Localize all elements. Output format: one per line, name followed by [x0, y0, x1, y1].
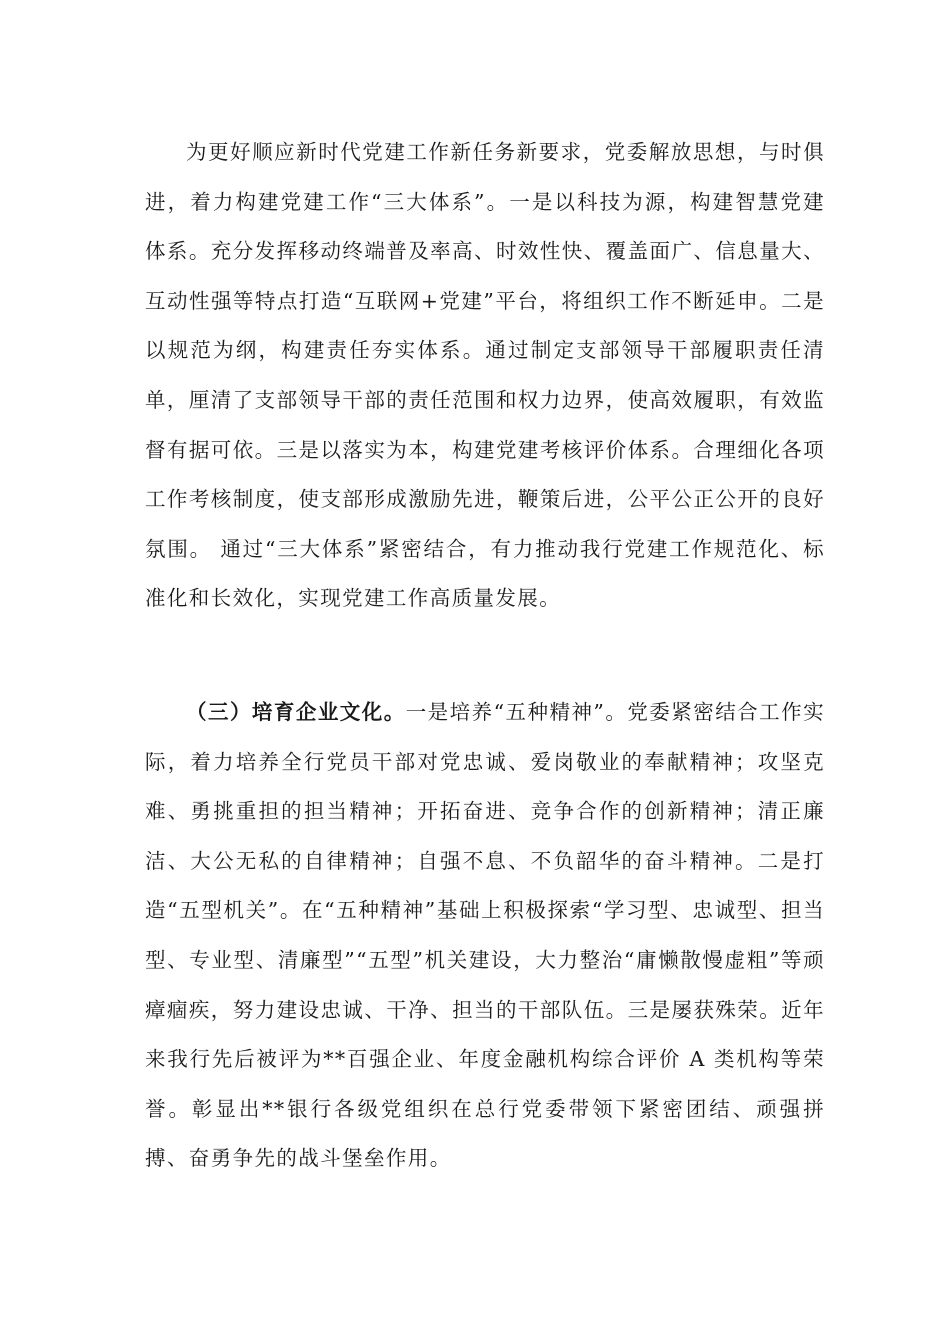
- paragraph-party-building-systems: [145, 128, 825, 624]
- paragraph-text: 一是培养“五种精神”。党委紧密结合工作实际，着力培养全行党员干部对党忠诚、爱岗敬业的奉献精神；攻坚克难、勇挑重担的担当精神；开拓奋进、竞争合作的创新精神；清正廉洁、大公无私的自律精神；自强不息、不负韶华的奋斗精神。二是打造“五型机关”。在“五种精神”基础上积极探索“学习型、忠诚型、担当型、专业型、清廉型”“五型”机关建设，大力整治“庸懒散慢虚粗”等顽瘴痼疾，努力建设忠诚、干净、担当的干部队伍。三是屡获殊荣。近年来我行先后被评为**百强企业、年度金融机构综合评价 A 类机构等荣誉。彰显出**银行各级党组织在总行党委带领下紧密团结、顽强拼搏、奋勇争先的战斗堡垒作用。: [145, 700, 825, 1171]
- section-heading: （三）培育企业文化。: [186, 700, 406, 724]
- paragraph-text: 为更好顺应新时代党建工作新任务新要求，党委解放思想，与时俱进，着力构建党建工作“三大体系”。一是以科技为源，构建智慧党建体系。充分发挥移动终端普及率高、时效性快、覆盖面广、信息量大、互动性强等特点打造“互联网+党建”平台，将组织工作不断延申。二是以规范为纲，构建责任夯实体系。通过制定支部领导干部履职责任清单，厘清了支部领导干部的责任范围和权力边界，使高效履职，有效监督有据可依。三是以落实为本，构建党建考核评价体系。合理细化各项工作考核制度，使支部形成激励先进，鞭策后进，公平公正公开的良好氛围。 通过“三大体系”紧密结合，有力推动我行党建工作规范化、标准化和长效化，实现党建工作高质量发展。: [145, 140, 825, 611]
- paragraph-corporate-culture: [145, 688, 825, 1184]
